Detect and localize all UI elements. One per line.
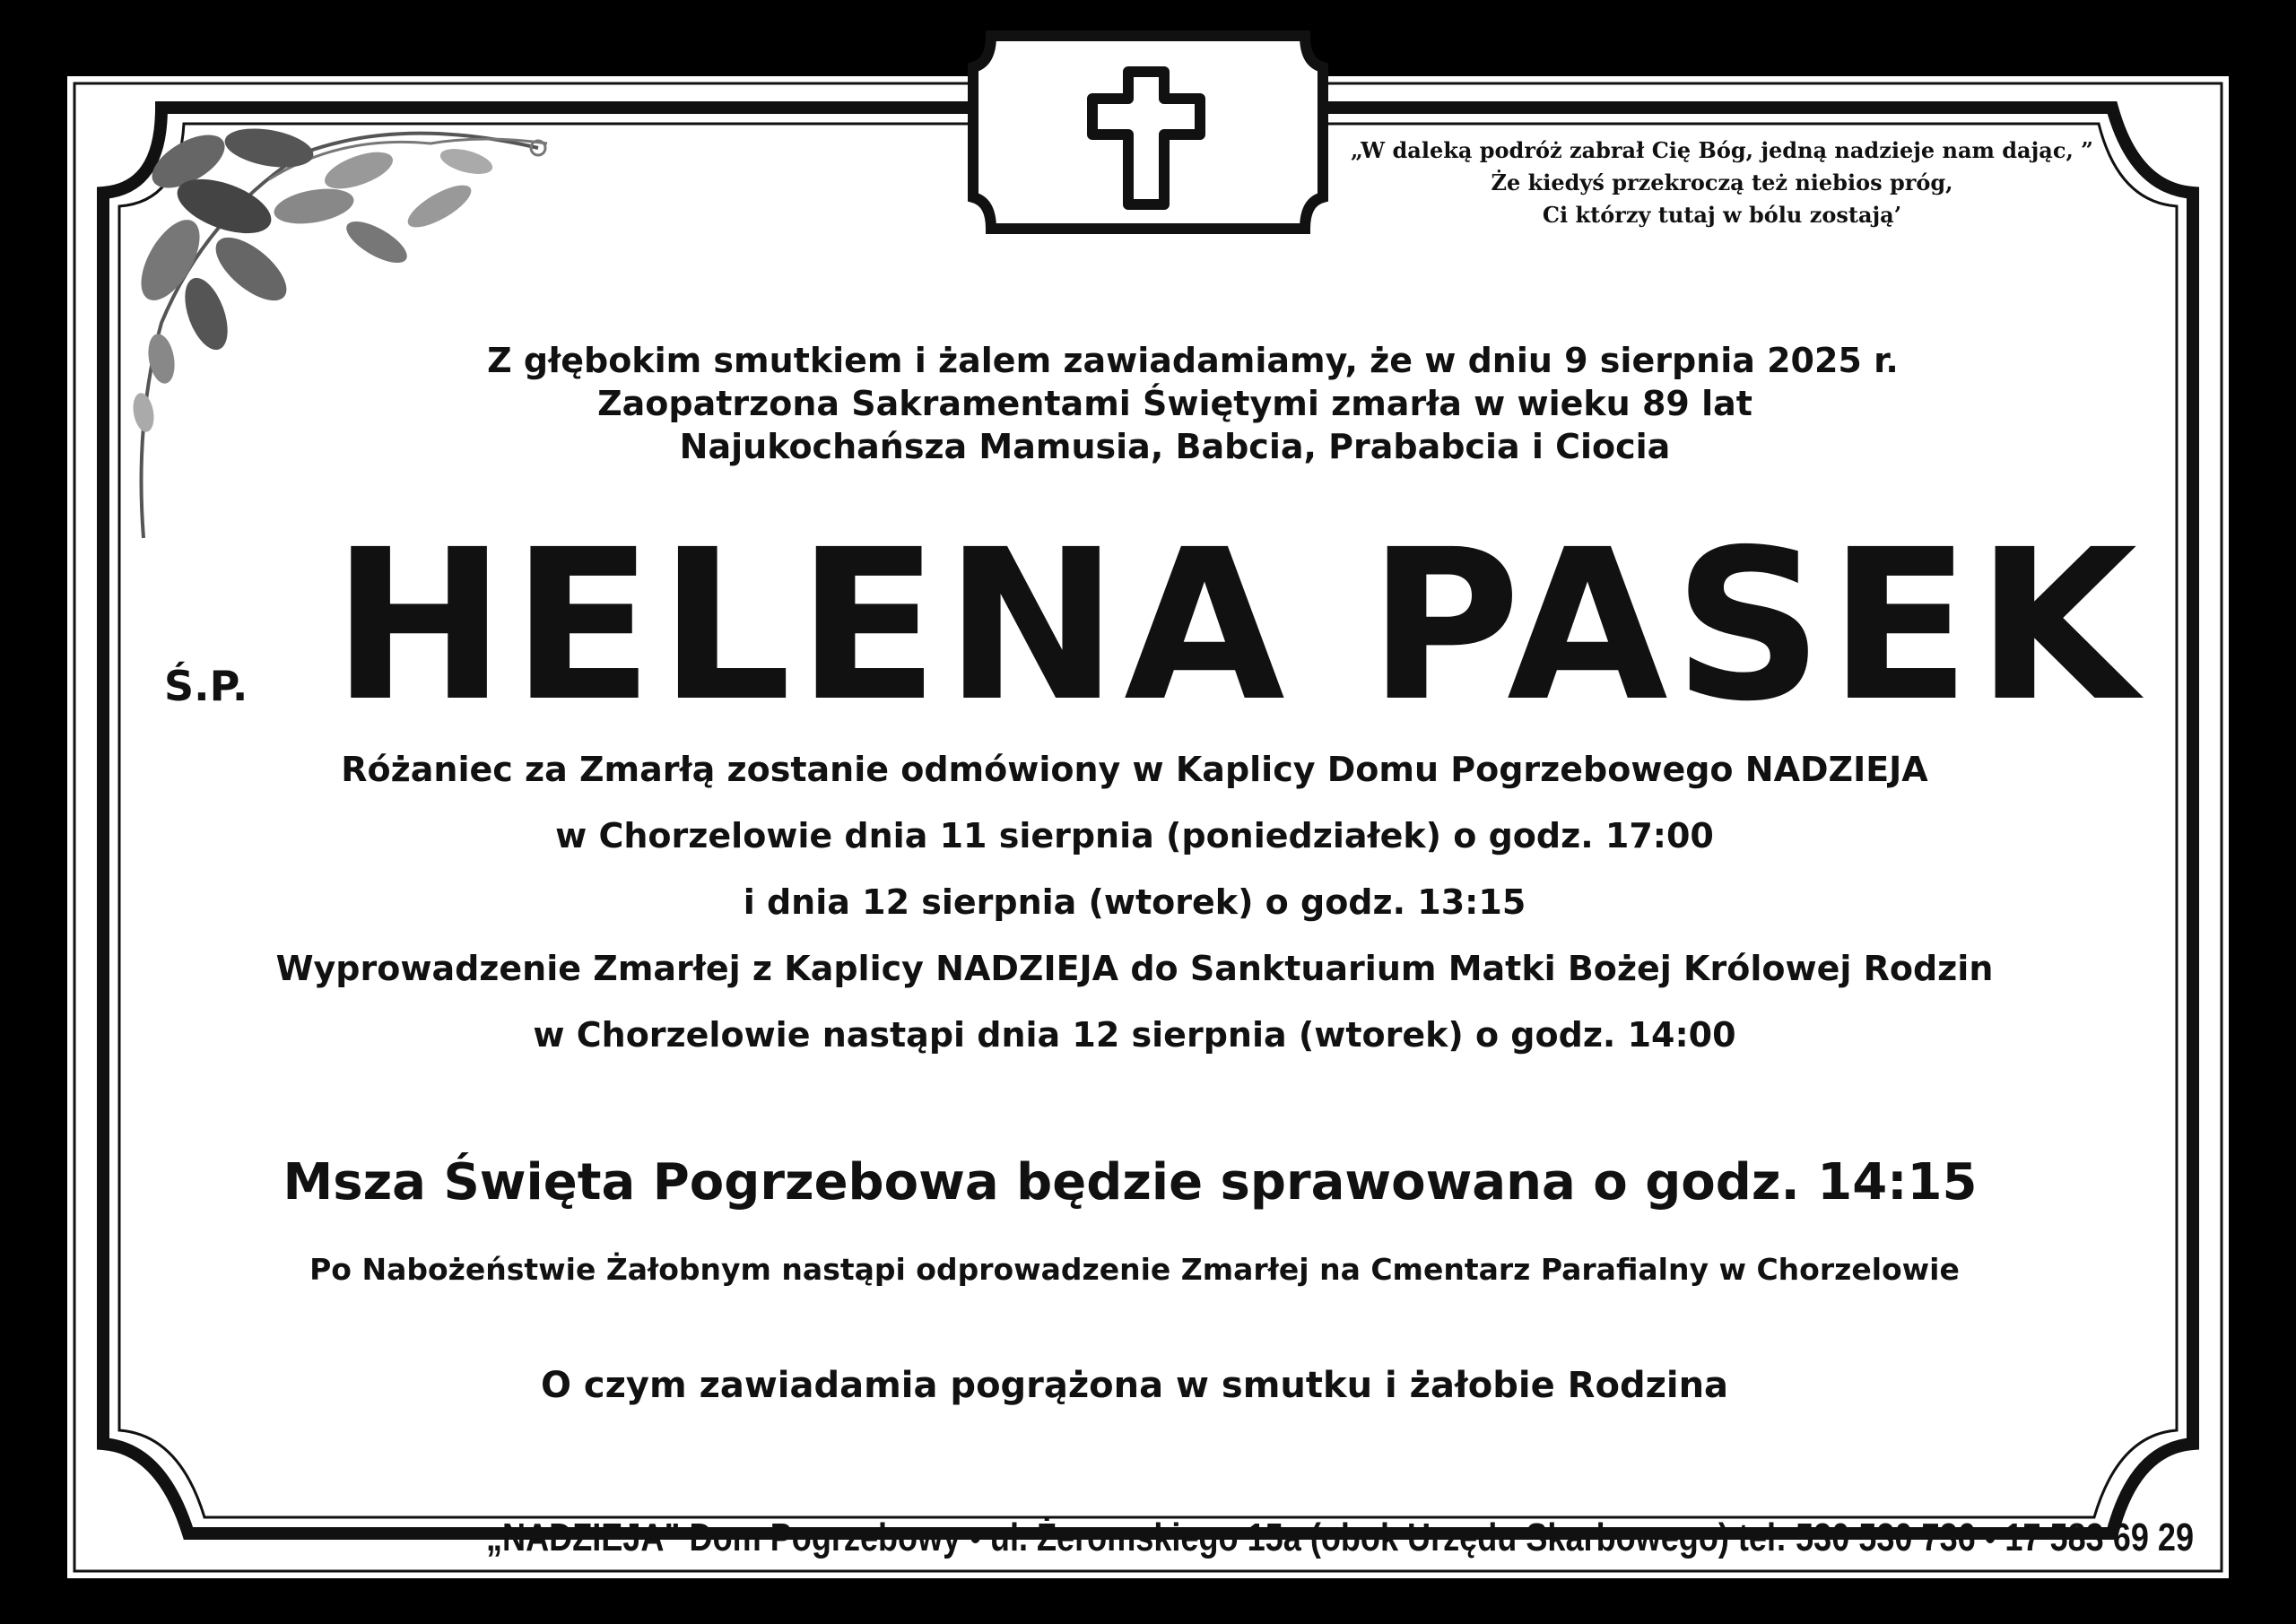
intro-line: Z głębokim smutkiem i żalem zawiadamiamy, że w dniu 9 sierpnia 2025 r. [487,341,1899,380]
schedule-line: w Chorzelowie dnia 11 sierpnia (poniedziałek) o godz. 17:00 [555,816,1714,855]
epigraph-line: Ci którzy tutaj w bólu zostają’ [1542,202,1902,228]
deceased-prefix: Ś.P. [164,662,248,710]
epigraph-line: „W daleką podróż zabrał Cię Bóg, jedną nadzieje nam dając, ” [1351,137,2093,163]
schedule-line: w Chorzelowie nastąpi dnia 12 sierpnia (wtorek) o godz. 14:00 [533,1015,1736,1055]
epigraph-line: Że kiedyś przekroczą też niebios próg, [1491,169,1953,195]
schedule-line: Wyprowadzenie Zmarłej z Kaplicy NADZIEJA do Sanktuarium Matki Bożej Królowej Rodzin [275,949,1994,988]
closing-line: O czym zawiadamia pogrążona w smutku i żałobie Rodzina [540,1365,1729,1406]
funeral-home-footer: „NADZIEJA” Dom Pogrzebowy • ul. Żeromskiego 15a (obok Urzędu Skarbowego) tel: 530 530 736 • 17 583 69 29 [486,1515,2195,1559]
after-service-note: Po Nabożeństwie Żałobnym nastąpi odprowadzenie Zmarłej na Cmentarz Parafialny w Chorzelowie [309,1252,1960,1287]
deceased-name: HELENA PASEK [332,505,2144,747]
schedule-line: Różaniec za Zmarłą zostanie odmówiony w Kaplicy Domu Pogrzebowego NADZIEJA [341,750,1928,789]
schedule-line: i dnia 12 sierpnia (wtorek) o godz. 13:15 [743,882,1526,922]
intro-line: Najukochańsza Mamusia, Babcia, Prababcia i Ciocia [679,427,1671,466]
mass-announcement: Msza Święta Pogrzebowa będzie sprawowana o godz. 14:15 [283,1153,1978,1211]
intro-line: Zaopatrzona Sakramentami Świętymi zmarła w wieku 89 lat [597,384,1752,423]
